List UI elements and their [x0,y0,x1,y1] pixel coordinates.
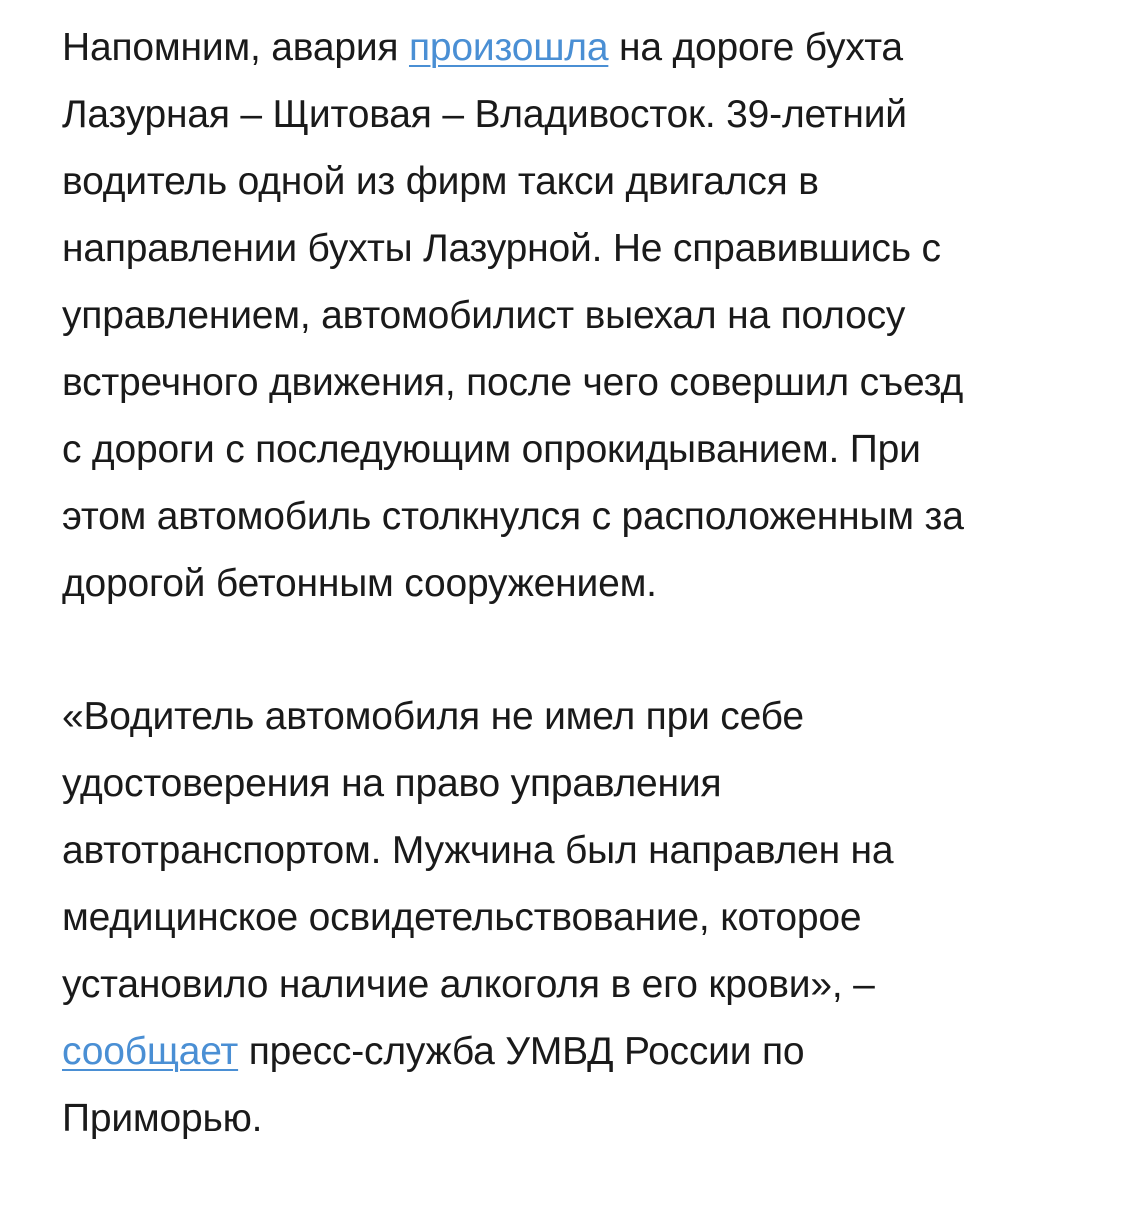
text-line: управлением, автомобилист выехал на полосу [62,294,906,337]
text-line: медицинское освидетельствование, которое [62,896,862,939]
article-paragraph-1 [62,14,1082,617]
reports-link[interactable]: сообщает [62,1030,239,1073]
text-segment: Напомним, авария [62,26,409,69]
article-body [62,14,1082,1218]
text-line: встречного движения, после чего совершил съезд [62,361,964,404]
text-line: с дороги с последующим опрокидыванием. При [62,428,921,471]
text-line: этом автомобиль столкнулся с расположенным за [62,495,964,538]
text-line [62,1018,1082,1085]
text-line: дорогой бетонным сооружением. [62,562,657,605]
text-segment: на дороге бухта [608,26,903,69]
text-line: удостоверения на право управления [62,762,722,805]
text-line: направлении бухты Лазурной. Не справившись с [62,227,941,270]
text-line: установило наличие алкоголя в его крови», – [62,963,875,1006]
text-line: Приморью. [62,1097,263,1140]
text-line: «Водитель автомобиля не имел при себе [62,695,804,738]
text-line: автотранспортом. Мужчина был направлен на [62,829,894,872]
text-line: водитель одной из фирм такси двигался в [62,160,819,203]
text-segment: пресс-служба УМВД России по [238,1030,805,1073]
text-line: Лазурная – Щитовая – Владивосток. 39-летний [62,93,907,136]
article-paragraph-2 [62,683,1082,1152]
text-line [62,14,1082,81]
happened-link[interactable]: произошла [408,26,609,69]
